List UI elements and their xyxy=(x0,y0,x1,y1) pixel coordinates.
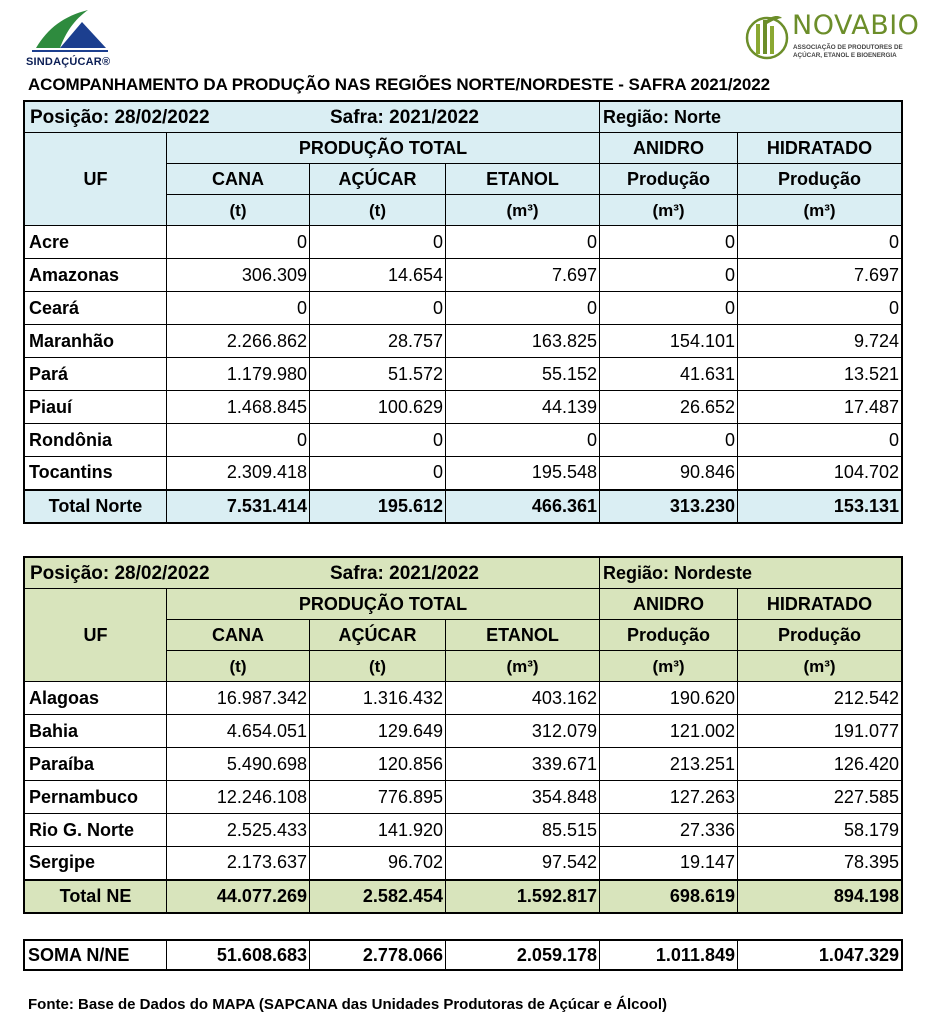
anidro-cell: 0 xyxy=(600,292,738,325)
etanol-cell: 354.848 xyxy=(446,781,600,814)
cana-cell: 12.246.108 xyxy=(167,781,310,814)
northeast-regiao: Região: Nordeste xyxy=(600,558,902,589)
acucar-cell: 129.649 xyxy=(310,715,446,748)
hidratado-cell: 0 xyxy=(738,424,902,457)
uf-cell: Amazonas xyxy=(25,259,167,292)
producao-total-header: PRODUÇÃO TOTAL xyxy=(167,589,600,620)
anidro-cell: 26.652 xyxy=(600,391,738,424)
acucar-cell: 120.856 xyxy=(310,748,446,781)
cana-cell: 16.987.342 xyxy=(167,682,310,715)
acucar-cell: 141.920 xyxy=(310,814,446,847)
uf-cell: Rio G. Norte xyxy=(25,814,167,847)
acucar-cell: 0 xyxy=(310,226,446,259)
uf-cell: Paraíba xyxy=(25,748,167,781)
hidratado-header: HIDRATADO xyxy=(738,589,902,620)
etanol-cell: 403.162 xyxy=(446,682,600,715)
northeast-total-cana: 44.077.269 xyxy=(167,880,310,913)
cana-cell: 306.309 xyxy=(167,259,310,292)
hidratado-cell: 13.521 xyxy=(738,358,902,391)
cana-cell: 2.173.637 xyxy=(167,847,310,880)
acucar-cell: 96.702 xyxy=(310,847,446,880)
acucar-cell: 100.629 xyxy=(310,391,446,424)
uf-cell: Pernambuco xyxy=(25,781,167,814)
north-position-row xyxy=(25,102,902,133)
table-row xyxy=(25,715,902,748)
cana-cell: 0 xyxy=(167,226,310,259)
etanol-cell: 195.548 xyxy=(446,457,600,490)
anidro-cell: 0 xyxy=(600,226,738,259)
uf-cell: Maranhão xyxy=(25,325,167,358)
anidro-header: ANIDRO xyxy=(600,589,738,620)
soma-etanol: 2.059.178 xyxy=(446,941,600,970)
hidratado-cell: 7.697 xyxy=(738,259,902,292)
table-row xyxy=(25,292,902,325)
anidro-cell: 0 xyxy=(600,259,738,292)
hidratado-cell: 17.487 xyxy=(738,391,902,424)
etanol-header: ETANOL xyxy=(446,620,600,651)
table-row xyxy=(25,781,902,814)
acucar-cell: 14.654 xyxy=(310,259,446,292)
hidratado-producao-header: Produção xyxy=(738,164,902,195)
hidratado-header: HIDRATADO xyxy=(738,133,902,164)
table-row xyxy=(25,748,902,781)
anidro-header: ANIDRO xyxy=(600,133,738,164)
hidratado-unit: (m³) xyxy=(738,195,902,226)
cana-unit: (t) xyxy=(167,651,310,682)
novabio-logo xyxy=(744,10,920,72)
hidratado-cell: 191.077 xyxy=(738,715,902,748)
cana-header: CANA xyxy=(167,164,310,195)
hidratado-cell: 58.179 xyxy=(738,814,902,847)
hidratado-cell: 9.724 xyxy=(738,325,902,358)
acucar-cell: 0 xyxy=(310,457,446,490)
north-total-hidratado: 153.131 xyxy=(738,490,902,523)
source-footnote: Fonte: Base de Dados do MAPA (SAPCANA das Unidades Produtoras de Açúcar e Álcool) xyxy=(28,996,667,1013)
table-row xyxy=(25,325,902,358)
hidratado-cell: 0 xyxy=(738,226,902,259)
anidro-producao-header: Produção xyxy=(600,164,738,195)
producao-total-header: PRODUÇÃO TOTAL xyxy=(167,133,600,164)
etanol-header: ETANOL xyxy=(446,164,600,195)
etanol-cell: 0 xyxy=(446,424,600,457)
uf-cell: Alagoas xyxy=(25,682,167,715)
anidro-cell: 19.147 xyxy=(600,847,738,880)
etanol-cell: 0 xyxy=(446,292,600,325)
uf-cell: Pará xyxy=(25,358,167,391)
anidro-cell: 121.002 xyxy=(600,715,738,748)
northeast-total-etanol: 1.592.817 xyxy=(446,880,600,913)
etanol-cell: 55.152 xyxy=(446,358,600,391)
north-total-etanol: 466.361 xyxy=(446,490,600,523)
document-title: ACOMPANHAMENTO DA PRODUÇÃO NAS REGIÕES NORTE/NORDESTE - SAFRA 2021/2022 xyxy=(28,75,770,94)
uf-column-header: UF xyxy=(25,133,167,226)
hidratado-cell: 104.702 xyxy=(738,457,902,490)
anidro-cell: 90.846 xyxy=(600,457,738,490)
uf-cell: Tocantins xyxy=(25,457,167,490)
northeast-safra: Safra: 2021/2022 xyxy=(330,562,479,584)
north-total-acucar: 195.612 xyxy=(310,490,446,523)
acucar-cell: 1.316.432 xyxy=(310,682,446,715)
northeast-total-acucar: 2.582.454 xyxy=(310,880,446,913)
anidro-cell: 190.620 xyxy=(600,682,738,715)
hidratado-producao-header: Produção xyxy=(738,620,902,651)
acucar-cell: 0 xyxy=(310,424,446,457)
etanol-cell: 339.671 xyxy=(446,748,600,781)
novabio-logo-name: NOVABIO xyxy=(792,10,920,41)
table-row xyxy=(25,847,902,880)
acucar-header: AÇÚCAR xyxy=(310,164,446,195)
acucar-cell: 0 xyxy=(310,292,446,325)
etanol-cell: 312.079 xyxy=(446,715,600,748)
cana-header: CANA xyxy=(167,620,310,651)
anidro-cell: 27.336 xyxy=(600,814,738,847)
etanol-cell: 7.697 xyxy=(446,259,600,292)
etanol-unit: (m³) xyxy=(446,651,600,682)
uf-cell: Piauí xyxy=(25,391,167,424)
hidratado-unit: (m³) xyxy=(738,651,902,682)
north-total-anidro: 313.230 xyxy=(600,490,738,523)
soma-label: SOMA N/NE xyxy=(25,941,167,970)
north-posicao: Posição: 28/02/2022 xyxy=(30,106,210,128)
cana-cell: 2.525.433 xyxy=(167,814,310,847)
anidro-cell: 213.251 xyxy=(600,748,738,781)
northeast-total-hidratado: 894.198 xyxy=(738,880,902,913)
acucar-unit: (t) xyxy=(310,195,446,226)
table-row xyxy=(25,814,902,847)
north-region-table xyxy=(24,101,902,523)
hidratado-cell: 227.585 xyxy=(738,781,902,814)
hidratado-cell: 126.420 xyxy=(738,748,902,781)
table-row xyxy=(25,457,902,490)
novabio-logo-sub: ASSOCIAÇÃO DE PRODUTORES DE AÇÚCAR, ETANOL E BIOENERGIA xyxy=(793,44,903,59)
etanol-cell: 85.515 xyxy=(446,814,600,847)
etanol-cell: 44.139 xyxy=(446,391,600,424)
acucar-cell: 776.895 xyxy=(310,781,446,814)
table-row xyxy=(25,226,902,259)
northeast-region-table xyxy=(24,557,902,913)
soma-table xyxy=(24,940,902,970)
uf-cell: Acre xyxy=(25,226,167,259)
acucar-cell: 28.757 xyxy=(310,325,446,358)
table-row xyxy=(25,424,902,457)
anidro-producao-header: Produção xyxy=(600,620,738,651)
novabio-sugarcane-icon xyxy=(744,10,790,66)
cana-cell: 4.654.051 xyxy=(167,715,310,748)
acucar-unit: (t) xyxy=(310,651,446,682)
sindacucar-logo-text: SINDAÇÚCAR® xyxy=(26,56,111,68)
anidro-cell: 41.631 xyxy=(600,358,738,391)
cana-unit: (t) xyxy=(167,195,310,226)
etanol-cell: 163.825 xyxy=(446,325,600,358)
soma-hidratado: 1.047.329 xyxy=(738,941,902,970)
northeast-total-anidro: 698.619 xyxy=(600,880,738,913)
uf-column-header: UF xyxy=(25,589,167,682)
acucar-header: AÇÚCAR xyxy=(310,620,446,651)
uf-cell: Bahia xyxy=(25,715,167,748)
cana-cell: 0 xyxy=(167,424,310,457)
uf-cell: Rondônia xyxy=(25,424,167,457)
northeast-position-row xyxy=(25,558,902,589)
soma-anidro: 1.011.849 xyxy=(600,941,738,970)
north-total-label: Total Norte xyxy=(25,490,167,523)
anidro-unit: (m³) xyxy=(600,195,738,226)
etanol-cell: 97.542 xyxy=(446,847,600,880)
etanol-unit: (m³) xyxy=(446,195,600,226)
cana-cell: 2.266.862 xyxy=(167,325,310,358)
north-safra: Safra: 2021/2022 xyxy=(330,106,479,128)
north-regiao: Região: Norte xyxy=(600,102,902,133)
anidro-unit: (m³) xyxy=(600,651,738,682)
table-row xyxy=(25,682,902,715)
anidro-cell: 0 xyxy=(600,424,738,457)
cana-cell: 1.468.845 xyxy=(167,391,310,424)
cana-cell: 2.309.418 xyxy=(167,457,310,490)
table-row xyxy=(25,358,902,391)
table-row xyxy=(25,259,902,292)
etanol-cell: 0 xyxy=(446,226,600,259)
northeast-posicao: Posição: 28/02/2022 xyxy=(30,562,210,584)
cana-cell: 0 xyxy=(167,292,310,325)
sindacucar-logo xyxy=(22,6,122,70)
sindacucar-logo-icon xyxy=(30,6,110,56)
cana-cell: 5.490.698 xyxy=(167,748,310,781)
acucar-cell: 51.572 xyxy=(310,358,446,391)
anidro-cell: 154.101 xyxy=(600,325,738,358)
hidratado-cell: 0 xyxy=(738,292,902,325)
hidratado-cell: 78.395 xyxy=(738,847,902,880)
north-total-row xyxy=(25,490,902,523)
table-row xyxy=(25,391,902,424)
north-total-cana: 7.531.414 xyxy=(167,490,310,523)
uf-cell: Ceará xyxy=(25,292,167,325)
hidratado-cell: 212.542 xyxy=(738,682,902,715)
anidro-cell: 127.263 xyxy=(600,781,738,814)
cana-cell: 1.179.980 xyxy=(167,358,310,391)
soma-row xyxy=(25,941,902,970)
uf-cell: Sergipe xyxy=(25,847,167,880)
northeast-total-label: Total NE xyxy=(25,880,167,913)
northeast-total-row xyxy=(25,880,902,913)
soma-cana: 51.608.683 xyxy=(167,941,310,970)
soma-acucar: 2.778.066 xyxy=(310,941,446,970)
